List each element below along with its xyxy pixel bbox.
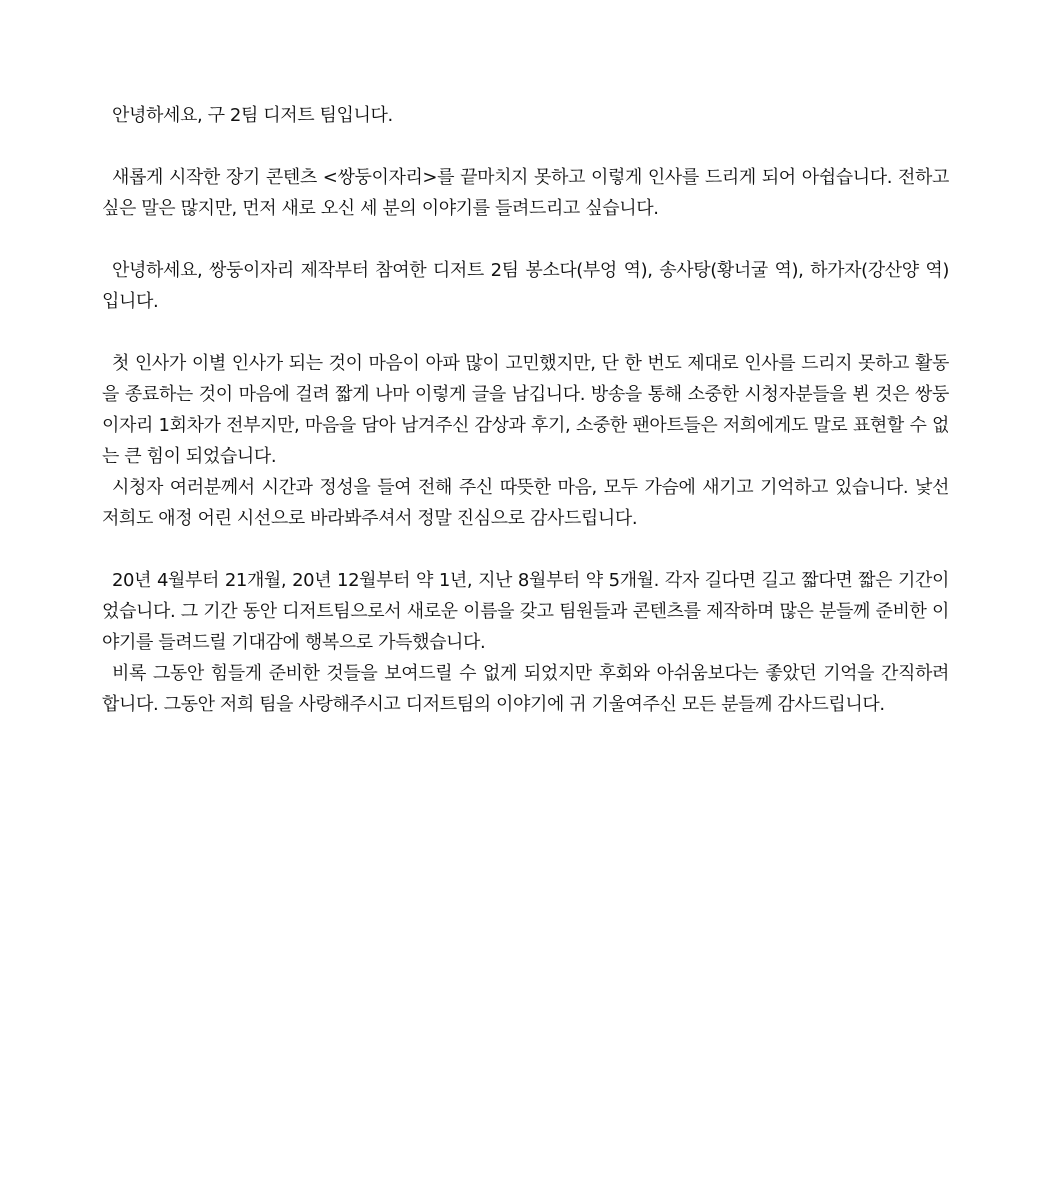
- new-members-paragraph: 안녕하세요, 쌍둥이자리 제작부터 참여한 디저트 2팀 봉소다(부엉 역), 송사탕(황너굴 역), 하가자(강산양 역)입니다.: [102, 260, 949, 312]
- blank-line: [102, 317, 949, 348]
- closing-paragraph: 비록 그동안 힘들게 준비한 것들을 보여드릴 수 없게 되었지만 후회와 아쉬움보다는 좋았던 기억을 간직하려 합니다. 그동안 저희 팀을 사랑해주시고 디저트팀의 이야기에 귀 기울여주신 모든 분들께 감사드립니다.: [102, 663, 949, 715]
- intro-paragraph: 새롭게 시작한 장기 콘텐츠 <쌍둥이자리>를 끝마치지 못하고 이렇게 인사를 드리게 되어 아쉽습니다. 전하고 싶은 말은 많지만, 먼저 새로 오신 세 분의 이야기를 들려드리고 싶습니다.: [102, 167, 949, 219]
- history-paragraph: 20년 4월부터 21개월, 20년 12월부터 약 1년, 지난 8월부터 약 5개월. 각자 길다면 길고 짧다면 짧은 기간이었습니다. 그 기간 동안 디저트팀으로서 새로운 이름을 갖고 팀원들과 콘텐츠를 제작하며 많은 분들께 준비한 이야기를 들려드릴 기대감에 행복으로 가득했습니다.: [102, 570, 949, 653]
- blank-line: [102, 224, 949, 255]
- blank-line: [102, 534, 949, 565]
- farewell-paragraph: 첫 인사가 이별 인사가 되는 것이 마음이 아파 많이 고민했지만, 단 한 번도 제대로 인사를 드리지 못하고 활동을 종료하는 것이 마음에 걸려 짧게 나마 이렇게 글을 남깁니다. 방송을 통해 소중한 시청자분들을 뵌 것은 쌍둥이자리 1회차가 전부지만, 마음을 담아 남겨주신 감상과 후기, 소중한 팬아트들은 저희에게도 말로 표현할 수 없는 큰 힘이 되었습니다.: [102, 353, 949, 467]
- document-body: [102, 100, 949, 720]
- thanks-paragraph: 시청자 여러분께서 시간과 정성을 들여 전해 주신 따뜻한 마음, 모두 가슴에 새기고 기억하고 있습니다. 낯선 저희도 애정 어린 시선으로 바라봐주셔서 정말 진심으로 감사드립니다.: [102, 477, 949, 529]
- blank-line: [102, 131, 949, 162]
- greeting-line: 안녕하세요, 구 2팀 디저트 팀입니다.: [112, 105, 393, 126]
